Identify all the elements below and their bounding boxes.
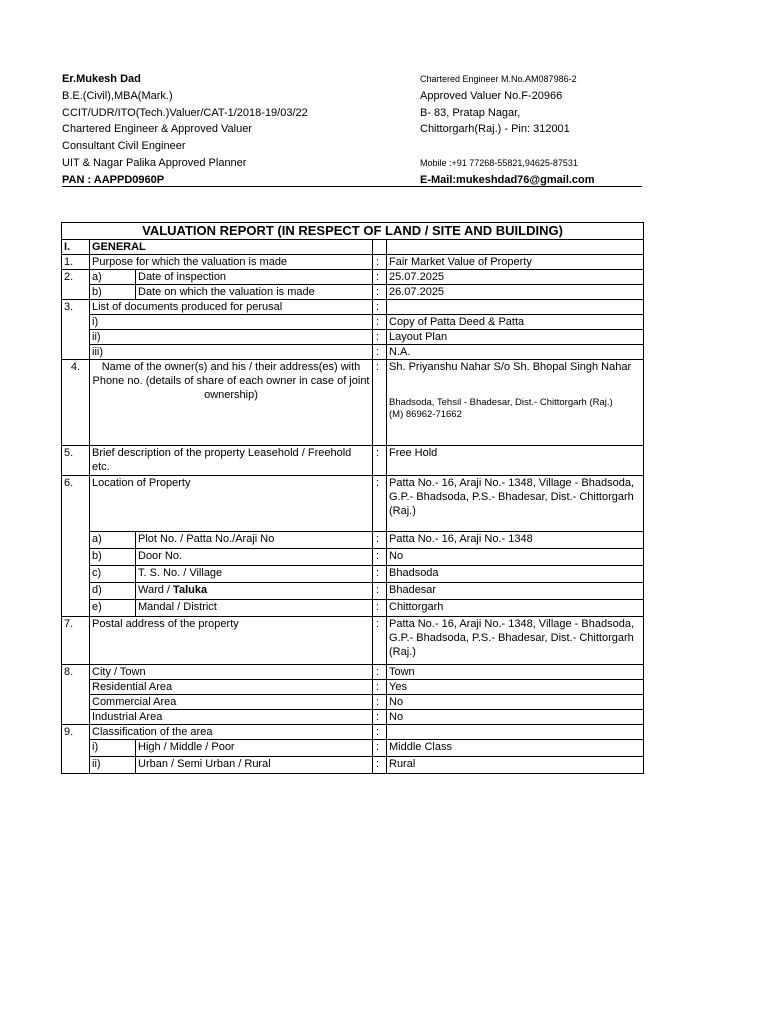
address-line-2: Chittorgarh(Raj.) - Pin: 312001 <box>420 123 570 136</box>
table-row <box>62 710 644 725</box>
row-label: Urban / Semi Urban / Rural <box>136 757 373 774</box>
section-number: I. <box>62 240 90 255</box>
row-value: Fair Market Value of Property <box>387 255 644 270</box>
ward-label: Ward / <box>138 584 174 596</box>
section-general-row <box>62 240 644 255</box>
postal-address: Patta No.- 16, Araji No.- 1348, Village - Bhadsoda, G.P.- Bhadsoda, P.S.- Bhadesar, Dist.- Chittorgarh (Raj.) <box>387 617 644 665</box>
row-sub: b) <box>90 285 136 300</box>
table-row <box>62 532 644 549</box>
report-title-row <box>62 223 644 240</box>
row-label: Residential Area <box>90 680 373 695</box>
row-label: City / Town <box>90 665 373 680</box>
spacer <box>420 138 650 155</box>
row-label: Date of inspection <box>136 270 373 285</box>
colon: : <box>373 695 387 710</box>
row-label: Postal address of the property <box>90 617 373 665</box>
valuer-role: Consultant Civil Engineer <box>62 140 186 153</box>
row-label: Purpose for which the valuation is made <box>90 255 373 270</box>
row-label: Mandal / District <box>136 600 373 617</box>
table-row <box>62 600 644 617</box>
report-title: VALUATION REPORT (IN RESPECT OF LAND / SITE AND BUILDING) <box>62 223 644 240</box>
row-value: Chittorgarh <box>387 600 644 617</box>
colon: : <box>373 285 387 300</box>
row-label: Date on which the valuation is made <box>136 285 373 300</box>
table-row <box>62 617 644 665</box>
row-label: Name of the owner(s) and his / their address(es) with Phone no. (details of share of each owner in case of joint ownership) <box>90 360 373 446</box>
row-label: Commercial Area <box>90 695 373 710</box>
row-sub: iii) <box>90 345 373 360</box>
owner-name: Sh. Priyanshu Nahar S/o Sh. Bhopal Singh Nahar <box>389 361 632 373</box>
colon: : <box>373 566 387 583</box>
row-sub: d) <box>90 583 136 600</box>
row-sub: i) <box>90 315 373 330</box>
row-sub: ii) <box>90 757 136 774</box>
row-value: Middle Class <box>387 740 644 757</box>
colon: : <box>373 757 387 774</box>
approved-valuer-number: Approved Valuer No.F-20966 <box>420 89 563 102</box>
owner-phone: (M) 86962-71662 <box>389 409 462 420</box>
table-row <box>62 665 644 680</box>
row-label: High / Middle / Poor <box>136 740 373 757</box>
letterhead-divider <box>62 186 642 187</box>
email-address: E-Mail:mukeshdad76@gmail.com <box>420 173 595 186</box>
valuer-pan: PAN : AAPPD0960P <box>62 173 165 186</box>
row-label: T. S. No. / Village <box>136 566 373 583</box>
colon: : <box>373 725 387 740</box>
row-label: Classification of the area <box>90 725 373 740</box>
table-row <box>62 680 644 695</box>
row-number: 2. <box>62 270 90 300</box>
row-value: Bhadsoda <box>387 566 644 583</box>
row-value: No <box>387 710 644 725</box>
table-row <box>62 757 644 774</box>
row-value: Layout Plan <box>387 330 644 345</box>
letterhead-right <box>420 71 650 189</box>
row-number: 7. <box>62 617 90 665</box>
valuer-name: Er.Mukesh Dad <box>62 73 141 85</box>
colon: : <box>373 583 387 600</box>
row-label: Location of Property <box>90 476 373 532</box>
row-value: No <box>387 549 644 566</box>
letterhead-left <box>62 71 402 189</box>
table-row <box>62 360 644 446</box>
table-row <box>62 270 644 285</box>
table-row <box>62 345 644 360</box>
row-label: Industrial Area <box>90 710 373 725</box>
valuation-date: 26.07.2025 <box>387 285 644 300</box>
inspection-date: 25.07.2025 <box>387 270 644 285</box>
table-row <box>62 695 644 710</box>
owner-cell <box>387 360 644 446</box>
row-label: List of documents produced for perusal <box>90 300 373 315</box>
colon: : <box>373 360 387 446</box>
row-number: 4. <box>62 360 90 446</box>
row-sub: b) <box>90 549 136 566</box>
row-value: Patta No.- 16, Araji No.- 1348 <box>387 532 644 549</box>
colon: : <box>373 532 387 549</box>
row-sub: i) <box>90 740 136 757</box>
row-number: 3. <box>62 300 90 360</box>
owner-address: Bhadsoda, Tehsil - Bhadesar, Dist.- Chittorgarh (Raj.) <box>389 397 613 408</box>
colon: : <box>373 270 387 285</box>
colon: : <box>373 330 387 345</box>
row-value: Rural <box>387 757 644 774</box>
row-sub: c) <box>90 566 136 583</box>
table-row <box>62 725 644 740</box>
row-value: Yes <box>387 680 644 695</box>
row-number: 1. <box>62 255 90 270</box>
row-number: 5. <box>62 446 90 476</box>
colon: : <box>373 710 387 725</box>
colon: : <box>373 476 387 532</box>
row-label <box>136 583 373 600</box>
valuation-report-table <box>61 222 644 774</box>
colon: : <box>373 300 387 315</box>
table-row <box>62 566 644 583</box>
table-row <box>62 315 644 330</box>
table-row <box>62 446 644 476</box>
section-label: GENERAL <box>90 240 373 255</box>
table-row <box>62 285 644 300</box>
table-row <box>62 549 644 566</box>
row-value: N.A. <box>387 345 644 360</box>
valuer-registration: CCIT/UDR/ITO(Tech.)Valuer/CAT-1/2018-19/03/22 <box>62 106 308 119</box>
table-row <box>62 476 644 532</box>
row-sub: a) <box>90 270 136 285</box>
row-sub: a) <box>90 532 136 549</box>
row-label: Brief description of the property Leasehold / Freehold etc. <box>90 446 373 476</box>
row-number: 8. <box>62 665 90 725</box>
row-value: Free Hold <box>387 446 644 476</box>
member-number: Chartered Engineer M.No.AM087986-2 <box>420 74 577 84</box>
row-value: Town <box>387 665 644 680</box>
row-value: Patta No.- 16, Araji No.- 1348, Village - Bhadsoda, G.P.- Bhadsoda, P.S.- Bhadesar, Dist.- Chittorgarh (Raj.) <box>387 476 644 532</box>
table-row <box>62 255 644 270</box>
colon: : <box>373 315 387 330</box>
row-value: Copy of Patta Deed & Patta <box>387 315 644 330</box>
row-number: 9. <box>62 725 90 774</box>
row-sub: ii) <box>90 330 373 345</box>
row-sub: e) <box>90 600 136 617</box>
table-row <box>62 330 644 345</box>
colon: : <box>373 446 387 476</box>
row-value: No <box>387 695 644 710</box>
table-row <box>62 300 644 315</box>
row-label: Plot No. / Patta No./Araji No <box>136 532 373 549</box>
row-value: Bhadesar <box>387 583 644 600</box>
colon: : <box>373 549 387 566</box>
table-row <box>62 583 644 600</box>
taluka-label: Taluka <box>173 584 208 596</box>
colon: : <box>373 600 387 617</box>
colon: : <box>373 617 387 665</box>
row-label: Door No. <box>136 549 373 566</box>
colon: : <box>373 255 387 270</box>
table-row <box>62 740 644 757</box>
colon: : <box>373 740 387 757</box>
mobile-number: Mobile :+91 77268-55821,94625-87531 <box>420 157 578 168</box>
row-number: 6. <box>62 476 90 617</box>
colon: : <box>373 680 387 695</box>
valuer-designation: Chartered Engineer & Approved Valuer <box>62 123 252 136</box>
valuer-approval: UIT & Nagar Palika Approved Planner <box>62 156 247 169</box>
colon: : <box>373 345 387 360</box>
valuer-qualification: B.E.(Civil),MBA(Mark.) <box>62 89 173 102</box>
colon: : <box>373 665 387 680</box>
address-line-1: B- 83, Pratap Nagar, <box>420 106 521 119</box>
